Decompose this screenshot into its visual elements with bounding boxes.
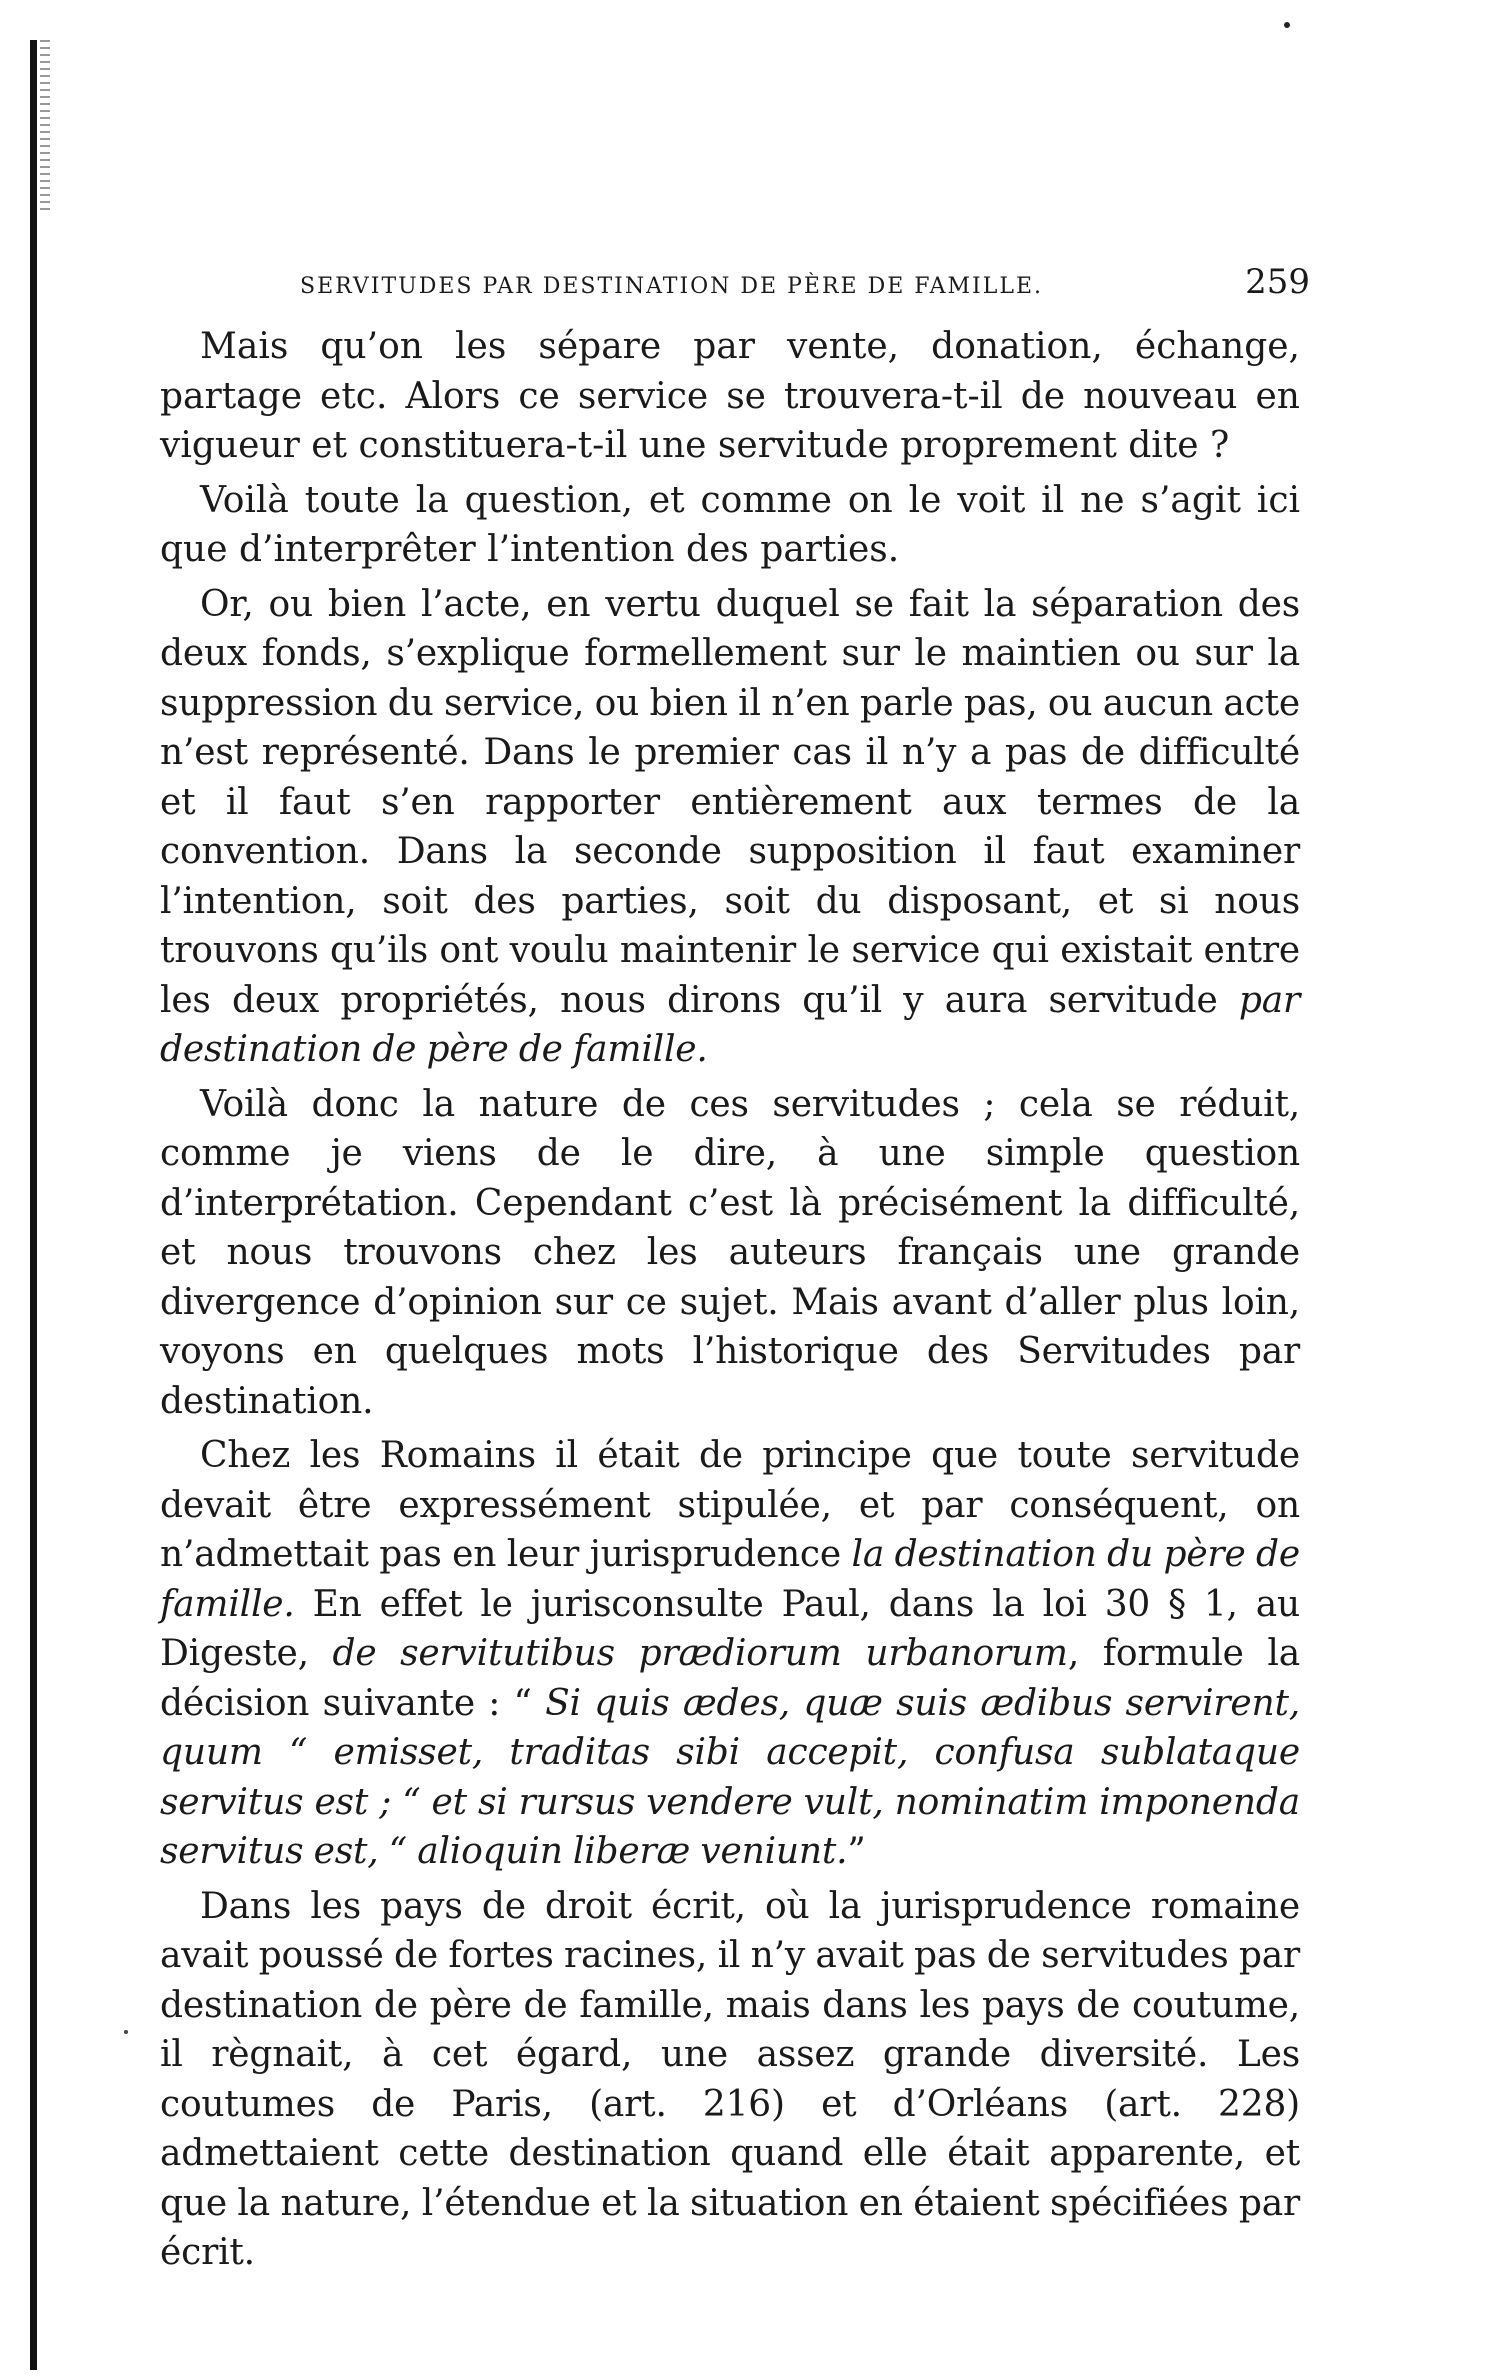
paragraph	[160, 580, 1300, 1075]
paragraph	[160, 476, 1300, 575]
page-binding-edge	[30, 40, 37, 2370]
ink-speck	[124, 2030, 128, 2034]
page-number: 259	[1245, 262, 1310, 302]
text-run: Dans les pays de droit écrit, où la jurisprudence romaine avait poussé de fortes racines, il n’y avait pas de servitudes par destination de père de famille, mais dans les pays de coutume, il règnait, à cet égard, une assez grande diversité. Les coutumes de Paris, (art. 216) et d’Orléans (art. 228) admettaient cette destination quand elle était apparente, et que la nature, l’étendue et la situation en étaient spécifiées par écrit.	[160, 1885, 1300, 2273]
text-run: Voilà donc la nature de ces servitudes ; cela se réduit, comme je viens de le dire, à une simple question d’interprétation. Cependant c’est là précisément la difficulté, et nous trouvons chez les auteurs français une grande divergence d’opinion sur ce sujet. Mais avant d’aller plus loin, voyons en quelques mots l’historique des Servitudes par destination.	[160, 1083, 1300, 1422]
body-text	[160, 322, 1300, 2278]
text-run: ”	[847, 1831, 866, 1872]
text-run: Voilà toute la question, et comme on le voit il ne s’agit ici que d’interprêter l’intention des parties.	[160, 479, 1300, 570]
paragraph	[160, 1080, 1300, 1427]
text-run: Chez les Romains il était de principe que toute servitude devait être expressément stipulée, et par conséquent, on n’admettait pas en leur jurisprudence	[160, 1435, 1300, 1575]
binding-speckle	[40, 40, 50, 210]
running-head: SERVITUDES PAR DESTINATION DE PÈRE DE FAMILLE.	[300, 274, 1043, 299]
italic-phrase: de servitutibus prædiorum urbanorum	[332, 1633, 1068, 1674]
text-run: En effet le jurisconsulte Paul, dans la loi 30 § 1, au Digeste,	[160, 1583, 1300, 1674]
paragraph	[160, 1882, 1300, 2278]
paragraph	[160, 322, 1300, 471]
paragraph	[160, 1431, 1300, 1877]
ink-speck	[1284, 22, 1290, 28]
text-run: Mais qu’on les sépare par vente, donation, échange, partage etc. Alors ce service se trouvera-t-il de nouveau en vigueur et constituera-t-il une servitude proprement dite ?	[160, 326, 1300, 466]
text-run: Or, ou bien l’acte, en vertu duquel se fait la séparation des deux fonds, s’explique formellement sur le maintien ou sur la suppression du service, ou bien il n’en parle pas, ou aucun acte n’est représenté. Dans le premier cas il n’y a pas de difficulté et il faut s’en rapporter entièrement aux termes de la convention. Dans la seconde supposition il faut examiner l’intention, soit des parties, soit du disposant, et si nous trouvons qu’ils ont voulu maintenir le service qui existait entre les deux propriétés, nous dirons qu’il y aura servitude	[160, 583, 1300, 1021]
italic-phrase: par destination de père de famille.	[160, 979, 1300, 1070]
italic-phrase: la destination du père de famille.	[160, 1534, 1300, 1625]
text-run: , formule la décision suivante : “	[160, 1633, 1300, 1724]
latin-quotation: Si quis ædes, quæ suis ædibus servirent, quum “ emisset, traditas sibi accepit, confusa sublataque servitus est ; “ et si rursus vendere vult, nominatim imponenda servitus est, “ alioquin liberæ veniunt.	[160, 1682, 1300, 1872]
page-header	[300, 262, 1310, 302]
